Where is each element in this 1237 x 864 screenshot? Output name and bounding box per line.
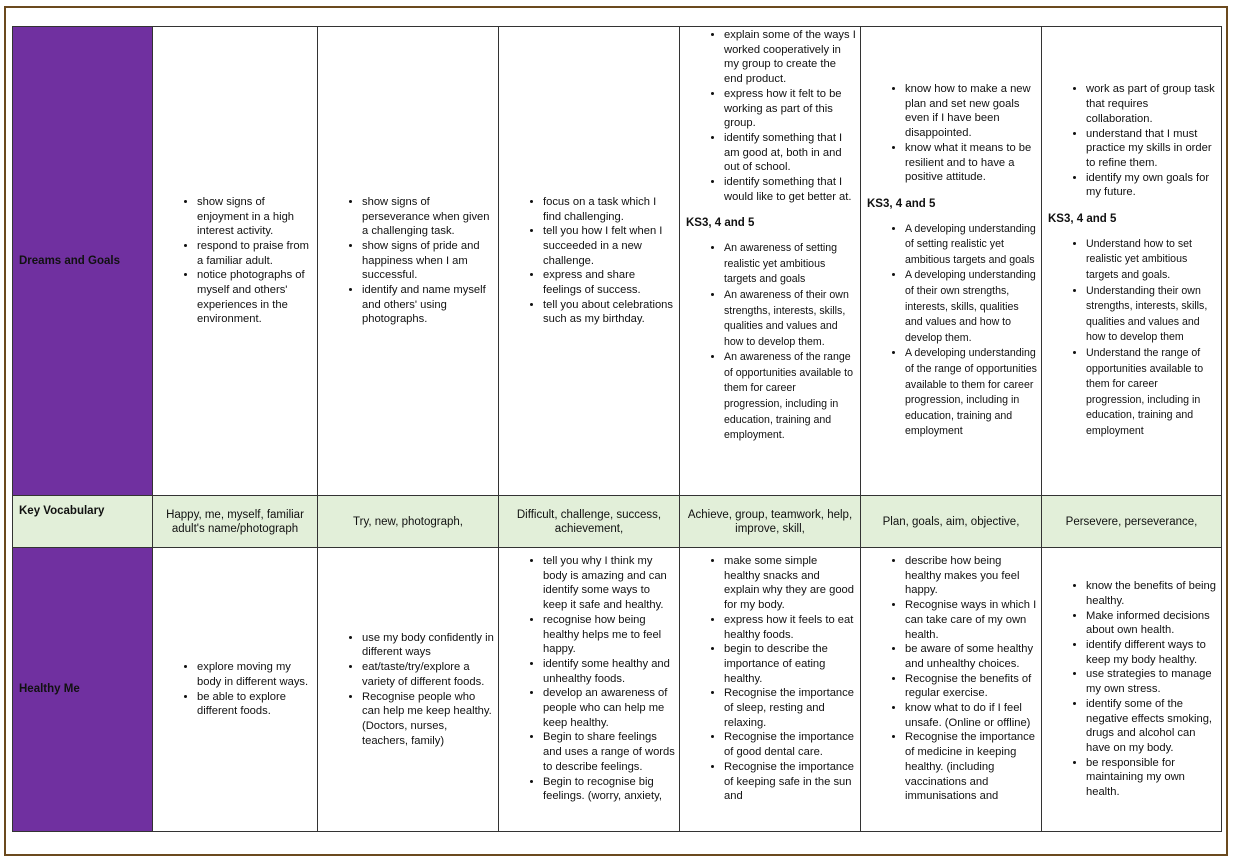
list-item: • A developing understanding of the range of opportunities available to them for career progression, including in education, training and employment (905, 346, 1037, 440)
cell-content (503, 195, 675, 327)
list-item: • be responsible for maintaining my own health. (1086, 756, 1217, 800)
curriculum-table (12, 26, 1222, 832)
vocabulary-cell: Difficult, challenge, success, achievement, (499, 496, 680, 548)
bullet-list (503, 195, 675, 327)
list-item: • A developing understanding of setting realistic yet ambitious targets and goals (905, 222, 1037, 269)
list-item: • eat/taste/try/explore a variety of different foods. (362, 660, 494, 689)
list-item: • express how it feels to eat healthy foods. (724, 613, 856, 642)
ks-bullet-list (684, 241, 856, 444)
bullet-list (865, 554, 1037, 804)
table-row (13, 27, 1222, 496)
ks-heading: KS3, 4 and 5 (867, 197, 936, 210)
table-row (13, 548, 1222, 832)
content-cell (861, 27, 1042, 496)
list-item: • show signs of pride and happiness when I am successful. (362, 239, 494, 283)
list-item: • Begin to share feelings and uses a range of words to describe feelings. (543, 730, 675, 774)
list-item: • Make informed decisions about own health. (1086, 609, 1217, 638)
cell-content (157, 195, 313, 327)
content-cell (680, 27, 861, 496)
cell-content (865, 554, 1037, 804)
list-item: • express and share feelings of success. (543, 268, 675, 297)
bullet-list (865, 82, 1037, 185)
row-heading: Dreams and Goals (13, 27, 153, 496)
content-cell (499, 27, 680, 496)
list-item: • develop an awareness of people who can help me keep healthy. (543, 686, 675, 730)
list-item: • Recognise ways in which I can take care of my own health. (905, 598, 1037, 642)
ks-bullet-list (865, 222, 1037, 440)
list-item: • begin to describe the importance of eating healthy. (724, 642, 856, 686)
list-item: • An awareness of the range of opportunities available to them for career progression, including in education, training and employment. (724, 350, 856, 444)
list-item: • know how to make a new plan and set new goals even if I have been disappointed. (905, 82, 1037, 141)
bullet-list (322, 631, 494, 749)
list-item: • Recognise the importance of good dental care. (724, 730, 856, 759)
list-item: • understand that I must practice my skills in order to refine them. (1086, 127, 1217, 171)
list-item: • Recognise the benefits of regular exercise. (905, 672, 1037, 701)
cell-content (1046, 82, 1217, 439)
cell-content (322, 631, 494, 749)
list-item: • An awareness of setting realistic yet ambitious targets and goals (724, 241, 856, 288)
list-item: • use my body confidently in different ways (362, 631, 494, 660)
cell-content (684, 28, 856, 444)
list-item: • Understand the range of opportunities available to them for career progression, including in education, training and employment (1086, 346, 1217, 440)
list-item: • focus on a task which I find challenging. (543, 195, 675, 224)
list-item: • Understand how to set realistic yet ambitious targets and goals. (1086, 237, 1217, 284)
row-heading: Key Vocabulary (13, 496, 153, 548)
bullet-list (684, 28, 856, 204)
list-item: • identify my own goals for my future. (1086, 171, 1217, 200)
vocabulary-cell: Persevere, perseverance, (1042, 496, 1222, 548)
bullet-list (684, 554, 856, 804)
vocabulary-cell: Plan, goals, aim, objective, (861, 496, 1042, 548)
content-cell (680, 548, 861, 832)
list-item: • recognise how being healthy helps me to feel happy. (543, 613, 675, 657)
list-item: • make some simple healthy snacks and explain why they are good for my body. (724, 554, 856, 613)
cell-content (684, 554, 856, 804)
list-item: • Recognise the importance of sleep, resting and relaxing. (724, 686, 856, 730)
bullet-list (157, 195, 313, 327)
list-item: • Recognise the importance of medicine in keeping healthy. (including vaccinations and immunisations and (905, 730, 1037, 804)
list-item: • show signs of enjoyment in a high interest activity. (197, 195, 313, 239)
cell-content (322, 195, 494, 327)
vocabulary-cell: Try, new, photograph, (318, 496, 499, 548)
list-item: • tell you how I felt when I succeeded in a new challenge. (543, 224, 675, 268)
cell-content (865, 82, 1037, 440)
content-cell (499, 548, 680, 832)
bullet-list (322, 195, 494, 327)
list-item: • describe how being healthy makes you feel happy. (905, 554, 1037, 598)
list-item: • express how it felt to be working as part of this group. (724, 87, 856, 131)
bullet-list (157, 660, 313, 719)
list-item: • explain some of the ways I worked cooperatively in my group to create the end product. (724, 28, 856, 87)
cell-content (503, 554, 675, 804)
list-item: • An awareness of their own strengths, interests, skills, qualities and values and how to develop them. (724, 288, 856, 350)
content-cell (1042, 548, 1222, 832)
list-item: • be able to explore different foods. (197, 690, 313, 719)
list-item: • identify and name myself and others' using photographs. (362, 283, 494, 327)
list-item: • identify different ways to keep my body healthy. (1086, 638, 1217, 667)
list-item: • know what to do if I feel unsafe. (Online or offline) (905, 701, 1037, 730)
cell-content (157, 660, 313, 719)
row-heading: Healthy Me (13, 548, 153, 832)
content-cell (861, 548, 1042, 832)
list-item: • Begin to recognise big feelings. (worry, anxiety, (543, 775, 675, 804)
list-item: • explore moving my body in different ways. (197, 660, 313, 689)
list-item: • identify something that I would like to get better at. (724, 175, 856, 204)
vocabulary-cell: Achieve, group, teamwork, help, improve, skill, (680, 496, 861, 548)
content-cell (1042, 27, 1222, 496)
bullet-list (1046, 82, 1217, 200)
list-item: • know the benefits of being healthy. (1086, 579, 1217, 608)
ks-bullet-list (1046, 237, 1217, 440)
list-item: • use strategies to manage my own stress. (1086, 667, 1217, 696)
list-item: • show signs of perseverance when given a challenging task. (362, 195, 494, 239)
cell-content (1046, 579, 1217, 800)
list-item: • Understanding their own strengths, interests, skills, qualities and values and how to develop them (1086, 284, 1217, 346)
list-item: • Recognise people who can help me keep healthy. (Doctors, nurses, teachers, family) (362, 690, 494, 749)
list-item: • be aware of some healthy and unhealthy choices. (905, 642, 1037, 671)
list-item: • respond to praise from a familiar adult. (197, 239, 313, 268)
list-item: • identify some of the negative effects smoking, drugs and alcohol can have on my body. (1086, 697, 1217, 756)
content-cell (153, 27, 318, 496)
ks-heading: KS3, 4 and 5 (686, 217, 755, 230)
list-item: • work as part of group task that requires collaboration. (1086, 82, 1217, 126)
content-cell (318, 548, 499, 832)
list-item: • notice photographs of myself and others' experiences in the environment. (197, 268, 313, 327)
content-cell (153, 548, 318, 832)
list-item: • A developing understanding of their own strengths, interests, skills, qualities and values and how to develop them. (905, 268, 1037, 346)
list-item: • know what it means to be resilient and to have a positive attitude. (905, 141, 1037, 185)
vocabulary-cell: Happy, me, myself, familiar adult's name/photograph (153, 496, 318, 548)
list-item: • identify something that I am good at, both in and out of school. (724, 131, 856, 175)
table-row (13, 496, 1222, 548)
list-item: • identify some healthy and unhealthy foods. (543, 657, 675, 686)
bullet-list (1046, 579, 1217, 800)
content-cell (318, 27, 499, 496)
ks-heading: KS3, 4 and 5 (1048, 213, 1117, 226)
list-item: • tell you why I think my body is amazing and can identify some ways to keep it safe and healthy. (543, 554, 675, 613)
list-item: • Recognise the importance of keeping safe in the sun and (724, 760, 856, 804)
list-item: • tell you about celebrations such as my birthday. (543, 298, 675, 327)
bullet-list (503, 554, 675, 804)
